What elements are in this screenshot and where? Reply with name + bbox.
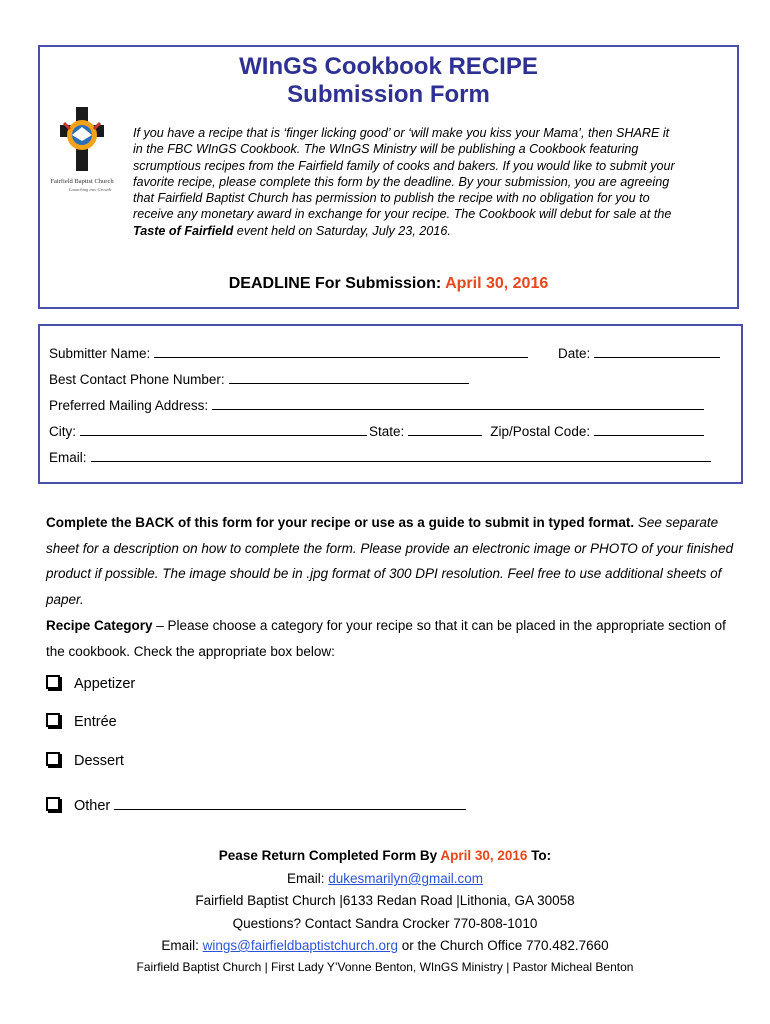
email-field[interactable] bbox=[91, 450, 711, 462]
deadline-label: DEADLINE For Submission: bbox=[228, 275, 442, 292]
instructions-bold: Complete the BACK of this form for your recipe or use as a guide to submit in typed format. bbox=[46, 515, 635, 530]
submitter-name-row bbox=[49, 346, 528, 362]
logo-church-name: Fairfield Baptist Church bbox=[50, 178, 114, 185]
header-box bbox=[38, 45, 739, 309]
dessert-checkbox[interactable] bbox=[46, 752, 60, 766]
instructions bbox=[46, 510, 736, 664]
deadline-date: April 30, 2016 bbox=[445, 275, 549, 292]
phone-row bbox=[49, 372, 469, 388]
logo-tagline: Launching into Growth bbox=[68, 187, 112, 192]
intro-paragraph: If you have a recipe that is ‘finger licking good’ or ‘will make you kiss your Mama’, then SHARE it in the FBC WInGS Cookbook. The WInGS Ministry will be publishing a Cookbook featuring scrumptious recipes from the Fairfield family of cooks and bakers. If you would like to submit your favorite recipe, please complete this form by the deadline. By your submission, you are agreeing that Fairfield Baptist Church has permission to publish the recipe with no obligation for you to receive any monetary award in exchange for your recipe. The Cookbook will debut for sale at the Taste of Fairfield event held on Saturday, July 23, 2016. bbox=[133, 126, 675, 238]
city-label: City: bbox=[49, 424, 76, 439]
appetizer-label: Appetizer bbox=[74, 676, 136, 692]
return-date: April 30, 2016 bbox=[440, 848, 528, 863]
other-label: Other bbox=[74, 798, 111, 814]
appetizer-checkbox[interactable] bbox=[46, 675, 60, 689]
questions-contact: Questions? Contact Sandra Crocker 770-808-1010 bbox=[232, 916, 538, 931]
form-subtitle: Submission Form bbox=[287, 81, 490, 108]
email-link-dukes[interactable]: dukesmarilyn@gmail.com bbox=[328, 871, 484, 886]
form-title: WInGS Cookbook RECIPE bbox=[239, 53, 538, 80]
date-label: Date: bbox=[558, 346, 591, 361]
other-checkbox[interactable] bbox=[46, 797, 60, 811]
church-logo bbox=[50, 105, 114, 201]
submitter-name-label: Submitter Name: bbox=[49, 346, 151, 361]
wings-contact: Email: wings@fairfieldbaptistchurch.org or the Church Office 770.482.7660 bbox=[161, 938, 609, 953]
other-field[interactable] bbox=[114, 798, 466, 810]
city-row bbox=[49, 424, 704, 440]
date-field[interactable] bbox=[594, 346, 720, 358]
zip-label: Zip/Postal Code: bbox=[490, 424, 591, 439]
email-label: Email: bbox=[49, 450, 87, 465]
mailing-row bbox=[49, 398, 704, 414]
taste-of-fairfield: Taste of Fairfield bbox=[133, 223, 234, 238]
return-email: Email: dukesmarilyn@gmail.com bbox=[286, 871, 484, 886]
phone-label: Best Contact Phone Number: bbox=[49, 372, 225, 387]
submitter-info-box bbox=[38, 324, 743, 484]
instructions-italic: See separate sheet for a description on how to complete the form. Please provide an electronic image or PHOTO of your finished product if possible. The image should be in .jpg format of 300 DPI resolution. Feel free to use additional sheets of paper. bbox=[46, 515, 734, 608]
entree-label: Entrée bbox=[74, 714, 117, 730]
church-address: Fairfield Baptist Church |6133 Redan Road |Lithonia, GA 30058 bbox=[195, 893, 575, 908]
deadline bbox=[40, 275, 737, 293]
date-row bbox=[558, 346, 720, 362]
submitter-name-field[interactable] bbox=[154, 346, 528, 358]
state-field[interactable] bbox=[408, 424, 482, 436]
recipe-category-text: – Please choose a category for your recipe so that it can be placed in the appropriate section of the cookbook. Check the appropriate box below: bbox=[46, 617, 726, 659]
category-dessert bbox=[46, 752, 124, 769]
category-entree bbox=[46, 713, 117, 730]
zip-field[interactable] bbox=[594, 424, 704, 436]
entree-checkbox[interactable] bbox=[46, 713, 60, 727]
recipe-category-label: Recipe Category bbox=[46, 617, 153, 633]
footer-credits: Fairfield Baptist Church | First Lady Y’Vonne Benton, WInGS Ministry | Pastor Micheal Benton bbox=[136, 960, 634, 974]
category-appetizer bbox=[46, 675, 135, 692]
mailing-label: Preferred Mailing Address: bbox=[49, 398, 209, 413]
state-label: State: bbox=[369, 424, 405, 439]
mailing-field[interactable] bbox=[212, 398, 704, 410]
return-instructions: Pease Return Completed Form By April 30, 2016 To: bbox=[218, 848, 552, 863]
dessert-label: Dessert bbox=[74, 753, 124, 769]
phone-field[interactable] bbox=[229, 372, 469, 384]
city-field[interactable] bbox=[80, 424, 367, 436]
email-row bbox=[49, 450, 711, 466]
email-link-wings[interactable]: wings@fairfieldbaptistchurch.org bbox=[202, 938, 398, 953]
category-other bbox=[46, 797, 466, 814]
